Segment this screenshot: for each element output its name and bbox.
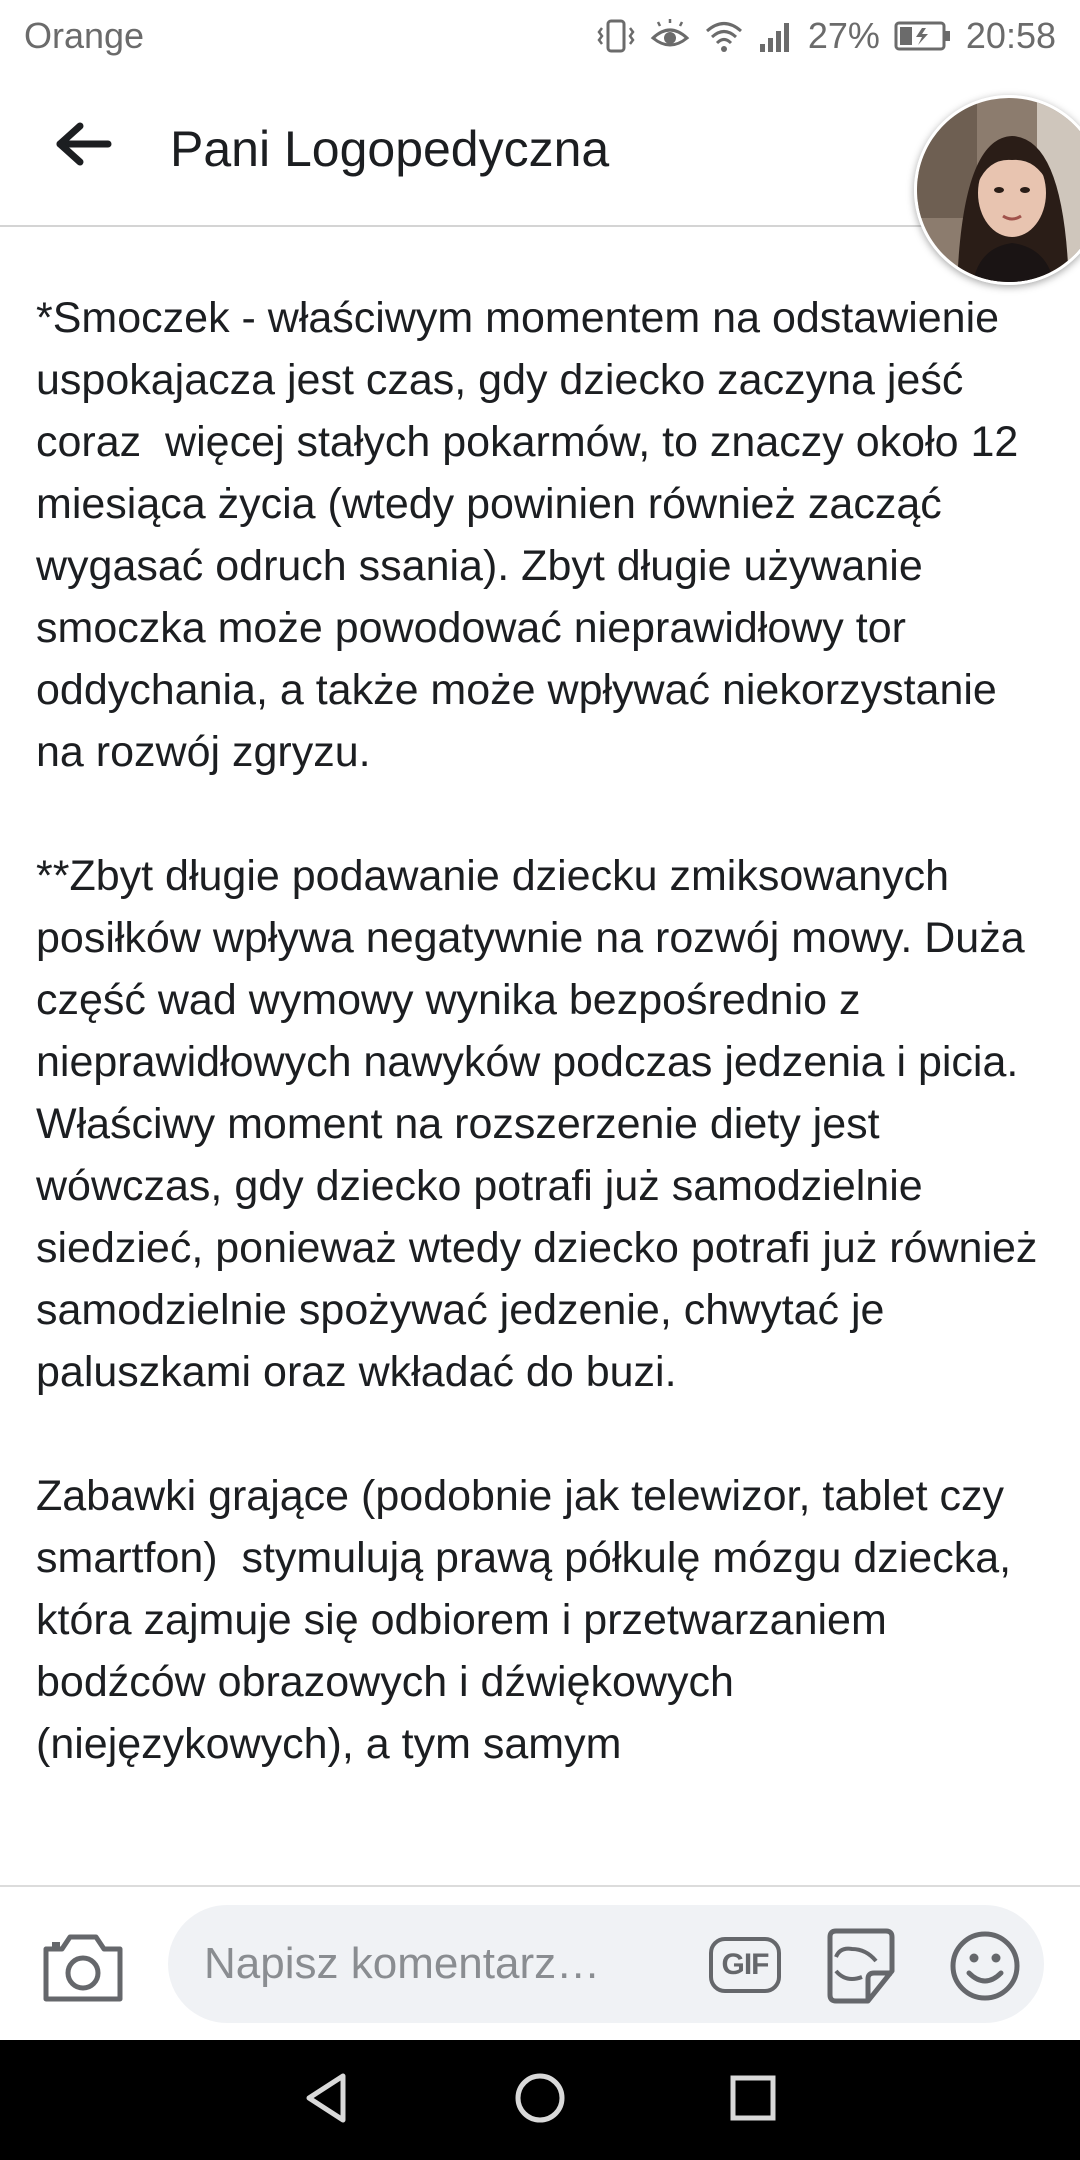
carrier-label: Orange (24, 15, 145, 56)
home-circle-icon (512, 2070, 568, 2131)
nav-home-button[interactable] (505, 2065, 575, 2135)
status-bar (0, 0, 1080, 72)
emoji-button[interactable] (948, 1929, 1022, 2003)
gif-label: GIF (721, 1948, 769, 1981)
arrow-left-icon (56, 122, 112, 171)
status-icons (596, 15, 1056, 57)
comment-input[interactable] (204, 1905, 684, 2023)
post-paragraph: **Zbyt długie podawanie dziecku zmiksowanych posiłków wpływa negatywnie na rozwój mowy. Duża część wad wymowy wynika bezpośrednio z nieprawidłowych nawyków podczas jedzenia i picia. Właściwy moment na rozszerzenie diety jest wówczas, gdy dziecko potrafi już samodzielnie siedzieć, ponieważ wtedy dziecko potrafi już również samodzielnie spożywać jedzenie, chwytać je paluszkami oraz wkładać do buzi. (36, 852, 1050, 1396)
sticker-button[interactable] (822, 1927, 900, 2005)
sticker-icon (822, 1992, 900, 2009)
eye-comfort-icon (650, 18, 690, 54)
comment-input-container (168, 1905, 1044, 2023)
nav-recents-button[interactable] (718, 2065, 788, 2135)
camera-icon (40, 1992, 126, 2009)
navigation-bar (0, 2040, 1080, 2160)
wifi-icon (704, 18, 744, 54)
camera-button[interactable] (40, 1929, 126, 2005)
post-paragraph: Zabawki grające (podobnie jak telewizor, tablet czy smartfon) stymulują prawą półkulę mózgu dziecka, która zajmuje się odbiorem i przetwarzaniem bodźców obrazowych i dźwiękowych (niejęzykowych), a tym samym (36, 1472, 1024, 1768)
gif-button[interactable] (709, 1937, 781, 1993)
recents-square-icon (725, 2070, 781, 2131)
comment-bar (0, 1885, 1080, 2040)
post-content (0, 227, 1080, 1885)
vibrate-icon (596, 18, 636, 54)
back-button[interactable] (48, 116, 120, 176)
nav-back-button[interactable] (292, 2065, 362, 2135)
battery-icon (894, 20, 952, 52)
clock: 20:58 (965, 15, 1056, 56)
emoji-icon (948, 1990, 1022, 2007)
signal-icon (758, 18, 794, 54)
page-title: Pani Logopedyczna (170, 121, 610, 177)
post-paragraph: *Smoczek - właściwym momentem na odstawienie uspokajacza jest czas, gdy dziecko zaczyna jeść coraz więcej stałych pokarmów, to znaczy około 12 miesiąca życia (wtedy powinien również zacząć wygasać odruch ssania). Zbyt długie używanie smoczka może powodować nieprawidłowy tor oddychania, a także może wpływać niekorzystanie na rozwój zgryzu. (36, 294, 1031, 776)
back-triangle-icon (299, 2070, 355, 2131)
battery-percent: 27% (807, 15, 880, 56)
